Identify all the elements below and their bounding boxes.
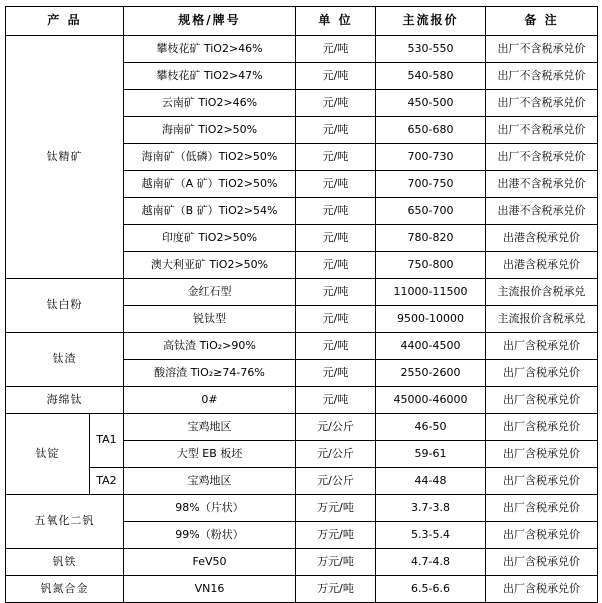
price-cell: 700-750 <box>376 171 486 198</box>
spec-cell: 越南矿（A 矿）TiO2>50% <box>124 171 296 198</box>
note-cell: 出港含税承兑价 <box>486 225 598 252</box>
product-grade-cell: TA1 <box>90 414 124 468</box>
unit-cell: 元/吨 <box>296 171 376 198</box>
unit-cell: 元/吨 <box>296 360 376 387</box>
table-row <box>6 549 598 576</box>
unit-cell: 元/吨 <box>296 252 376 279</box>
spec-cell: 锐钛型 <box>124 306 296 333</box>
unit-cell: 元/吨 <box>296 117 376 144</box>
price-cell: 4400-4500 <box>376 333 486 360</box>
spec-cell: 金红石型 <box>124 279 296 306</box>
price-cell: 5.3-5.4 <box>376 522 486 549</box>
unit-cell: 万元/吨 <box>296 495 376 522</box>
header-spec: 规格/牌号 <box>124 7 296 36</box>
unit-cell: 元/吨 <box>296 306 376 333</box>
spec-cell: 宝鸡地区 <box>124 414 296 441</box>
spec-cell: 攀枝花矿 TiO2>47% <box>124 63 296 90</box>
table-body <box>6 36 598 603</box>
unit-cell: 元/吨 <box>296 333 376 360</box>
table-header-row <box>6 7 598 36</box>
product-category-cell: 钒铁 <box>6 549 124 576</box>
unit-cell: 万元/吨 <box>296 549 376 576</box>
product-category-cell: 钛渣 <box>6 333 124 387</box>
unit-cell: 元/吨 <box>296 225 376 252</box>
note-cell: 出港不含税承兑价 <box>486 198 598 225</box>
unit-cell: 元/公斤 <box>296 441 376 468</box>
product-grade-cell: TA2 <box>90 468 124 495</box>
spec-cell: 海南矿 TiO2>50% <box>124 117 296 144</box>
note-cell: 出厂含税承兑价 <box>486 441 598 468</box>
note-cell: 出厂含税承兑价 <box>486 333 598 360</box>
header-note: 备 注 <box>486 7 598 36</box>
product-category-cell: 钛锭 <box>6 414 90 495</box>
price-cell: 780-820 <box>376 225 486 252</box>
product-category-cell: 钒氮合金 <box>6 576 124 603</box>
note-cell: 出厂不含税承兑价 <box>486 90 598 117</box>
table-row <box>6 414 598 441</box>
table-row <box>6 495 598 522</box>
product-category-cell: 钛白粉 <box>6 279 124 333</box>
table-header <box>6 7 598 36</box>
price-cell: 450-500 <box>376 90 486 117</box>
note-cell: 主流报价含税承兑 <box>486 279 598 306</box>
note-cell: 出港不含税承兑价 <box>486 171 598 198</box>
spec-cell: 酸溶渣 TiO₂≥74-76% <box>124 360 296 387</box>
note-cell: 出厂含税承兑价 <box>486 387 598 414</box>
note-cell: 出厂含税承兑价 <box>486 414 598 441</box>
price-cell: 2550-2600 <box>376 360 486 387</box>
price-cell: 4.7-4.8 <box>376 549 486 576</box>
unit-cell: 元/公斤 <box>296 468 376 495</box>
table-row <box>6 387 598 414</box>
unit-cell: 元/吨 <box>296 90 376 117</box>
note-cell: 出厂不含税承兑价 <box>486 144 598 171</box>
note-cell: 出厂含税承兑价 <box>486 360 598 387</box>
table-row <box>6 333 598 360</box>
table-row <box>6 279 598 306</box>
unit-cell: 元/吨 <box>296 387 376 414</box>
note-cell: 出港含税承兑价 <box>486 252 598 279</box>
spec-cell: 越南矿（B 矿）TiO2>54% <box>124 198 296 225</box>
spec-cell: 宝鸡地区 <box>124 468 296 495</box>
note-cell: 出厂不含税承兑价 <box>486 63 598 90</box>
price-cell: 650-680 <box>376 117 486 144</box>
note-cell: 出厂含税承兑价 <box>486 549 598 576</box>
spec-cell: FeV50 <box>124 549 296 576</box>
spec-cell: 云南矿 TiO2>46% <box>124 90 296 117</box>
price-cell: 530-550 <box>376 36 486 63</box>
unit-cell: 元/吨 <box>296 198 376 225</box>
spec-cell: 澳大利亚矿 TiO2>50% <box>124 252 296 279</box>
spec-cell: 海南矿（低磷）TiO2>50% <box>124 144 296 171</box>
table-row <box>6 468 598 495</box>
product-category-cell: 五氧化二钒 <box>6 495 124 549</box>
unit-cell: 元/吨 <box>296 279 376 306</box>
note-cell: 出厂不含税承兑价 <box>486 117 598 144</box>
price-cell: 45000-46000 <box>376 387 486 414</box>
note-cell: 出厂含税承兑价 <box>486 495 598 522</box>
spec-cell: 98%（片状） <box>124 495 296 522</box>
price-cell: 650-700 <box>376 198 486 225</box>
price-cell: 46-50 <box>376 414 486 441</box>
price-cell: 3.7-3.8 <box>376 495 486 522</box>
spec-cell: 印度矿 TiO2>50% <box>124 225 296 252</box>
unit-cell: 元/吨 <box>296 63 376 90</box>
price-cell: 700-730 <box>376 144 486 171</box>
header-unit: 单 位 <box>296 7 376 36</box>
note-cell: 出厂含税承兑价 <box>486 522 598 549</box>
price-cell: 11000-11500 <box>376 279 486 306</box>
spec-cell: VN16 <box>124 576 296 603</box>
unit-cell: 元/吨 <box>296 36 376 63</box>
product-category-cell: 海绵钛 <box>6 387 124 414</box>
price-cell: 44-48 <box>376 468 486 495</box>
note-cell: 主流报价含税承兑 <box>486 306 598 333</box>
header-price: 主流报价 <box>376 7 486 36</box>
table-row <box>6 36 598 63</box>
note-cell: 出厂不含税承兑价 <box>486 36 598 63</box>
spec-cell: 高钛渣 TiO₂>90% <box>124 333 296 360</box>
spec-cell: 0# <box>124 387 296 414</box>
unit-cell: 元/吨 <box>296 144 376 171</box>
titanium-price-table <box>5 6 598 603</box>
unit-cell: 元/公斤 <box>296 414 376 441</box>
product-category-cell: 钛精矿 <box>6 36 124 279</box>
unit-cell: 万元/吨 <box>296 522 376 549</box>
price-cell: 750-800 <box>376 252 486 279</box>
spec-cell: 99%（粉状） <box>124 522 296 549</box>
table-row <box>6 576 598 603</box>
spec-cell: 大型 EB 板坯 <box>124 441 296 468</box>
header-product: 产 品 <box>6 7 124 36</box>
note-cell: 出厂含税承兑价 <box>486 576 598 603</box>
price-cell: 540-580 <box>376 63 486 90</box>
price-cell: 9500-10000 <box>376 306 486 333</box>
price-cell: 6.5-6.6 <box>376 576 486 603</box>
unit-cell: 万元/吨 <box>296 576 376 603</box>
note-cell: 出厂含税承兑价 <box>486 468 598 495</box>
spec-cell: 攀枝花矿 TiO2>46% <box>124 36 296 63</box>
price-cell: 59-61 <box>376 441 486 468</box>
